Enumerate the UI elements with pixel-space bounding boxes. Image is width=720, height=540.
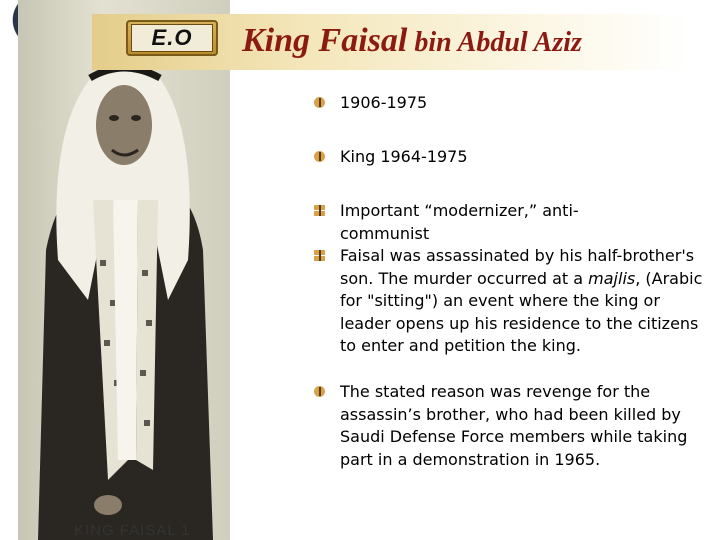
- eo-logo-text: E.O: [151, 25, 193, 50]
- bullet-text-part: Faisal was assassinated by his half-brother's son. The murder occurred at a: [340, 246, 695, 288]
- bullet-text: The stated reason was revenge for the assassin’s brother, who had been killed by Saudi Defense Force members while taking part in a demonstration in 1965.: [340, 382, 688, 469]
- title-name: King Faisal: [242, 22, 408, 59]
- photo-caption: KING FAISAL 1: [74, 522, 191, 539]
- bullet-text-italic: majlis: [588, 268, 636, 288]
- bullet-text: 1906-1975: [340, 93, 428, 112]
- bullet-text: King 1964-1975: [340, 147, 468, 166]
- title-lineage: bin Abdul Aziz: [407, 27, 582, 58]
- eo-logo-badge: [126, 20, 218, 56]
- circle-bullet-icon: [314, 97, 325, 108]
- circle-bullet-icon: [314, 151, 325, 162]
- portrait-photo: [18, 0, 230, 540]
- circle-bullet-icon: [314, 386, 325, 397]
- portrait-figure: [18, 0, 230, 540]
- bullet-text-part: , (Arabic for "sitting") an event where the king or leader opens up his residence to the citizens to enter and petition the king.: [340, 268, 703, 355]
- grid-bullet-icon: [314, 205, 325, 216]
- bullet-text: [340, 245, 708, 358]
- bullet-text: Important “modernizer,” anti-communist: [340, 201, 579, 243]
- page-title: [242, 22, 582, 60]
- grid-bullet-icon: [314, 250, 325, 261]
